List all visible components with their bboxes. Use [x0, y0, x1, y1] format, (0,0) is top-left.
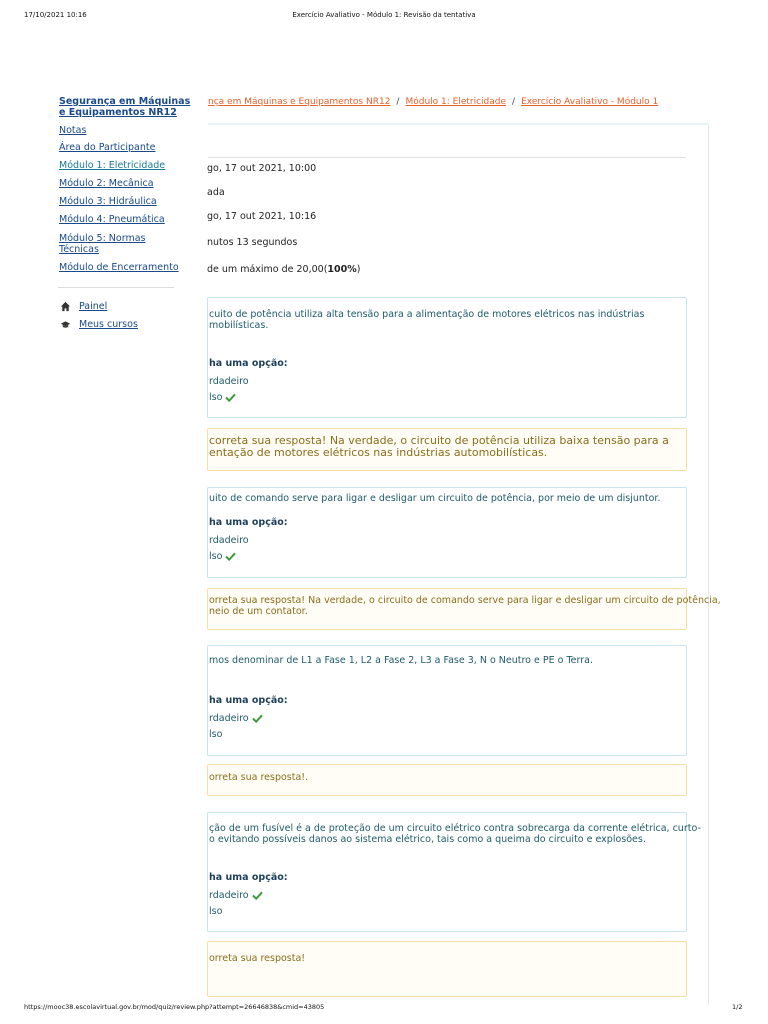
question-3-option-false[interactable] [209, 729, 222, 740]
question-2-feedback-line1: orreta sua resposta! Na verdade, o circuito de comando serve para ligar e desligar um circuito de potência, [209, 595, 721, 606]
question-4-feedback: orreta sua resposta! [209, 953, 306, 964]
question-1-option-false[interactable] [209, 392, 236, 403]
sidebar-divider [58, 287, 174, 288]
question-4-text [209, 824, 701, 845]
breadcrumb [208, 97, 658, 107]
question-4-feedback-box [207, 941, 687, 997]
breadcrumb-module[interactable]: Módulo 1: Eletricidade [405, 97, 507, 107]
summary-state: ada [207, 187, 225, 198]
question-1-feedback-line1: correta sua resposta! Na verdade, o circuito de potência utiliza baixa tensão para a [209, 434, 669, 447]
option-label: rdadeiro [209, 376, 249, 387]
question-4-option-true[interactable] [209, 890, 263, 901]
option-label: rdadeiro [209, 535, 249, 546]
check-icon [252, 891, 263, 900]
sidebar-item-modulo-5-line2: Técnicas [59, 244, 99, 255]
question-2-feedback-line2: neio de um contator. [209, 606, 308, 617]
question-1-feedback-line2: entação de motores elétricos nas indústrias automobilísticas. [209, 446, 548, 459]
option-label: lso [209, 729, 223, 740]
sidebar-item-notas[interactable]: Notas [59, 125, 87, 136]
check-icon [225, 552, 236, 561]
question-2-text: uito de comando serve para ligar e desligar um circuito de potência, por meio de um disjuntor. [209, 493, 661, 504]
question-1-prompt: ha uma opção: [209, 358, 288, 369]
question-1-text-line2: mobilísticas. [209, 319, 269, 331]
question-4-option-false[interactable] [209, 906, 222, 917]
grade-suffix: ) [356, 264, 361, 275]
sidebar-item-modulo-4[interactable]: Módulo 4: Pneumática [59, 214, 165, 225]
breadcrumb-quiz[interactable]: Exercício Avaliativo - Módulo 1 [521, 97, 659, 107]
question-2-feedback [209, 595, 721, 617]
option-label: rdadeiro [209, 890, 249, 901]
breadcrumb-separator: / [396, 97, 400, 107]
question-1-option-true[interactable] [209, 376, 249, 387]
breadcrumb-course[interactable]: nça em Máquinas e Equipamentos NR12 [208, 97, 391, 107]
sidebar-item-modulo-5[interactable] [59, 233, 145, 255]
option-label: lso [209, 392, 223, 403]
nav-painel[interactable] [60, 301, 107, 312]
question-4-prompt: ha uma opção: [209, 872, 288, 883]
option-label: lso [209, 906, 223, 917]
print-url: https://mooc38.escolavirtual.gov.br/mod/quiz/review.php?attempt=26646838&cmid=43805 [24, 1003, 325, 1011]
course-title-line1: Segurança em Máquinas [59, 96, 191, 107]
nav-meus-cursos[interactable] [60, 319, 138, 330]
print-title: Exercício Avaliativo - Módulo 1: Revisão da tentativa [292, 11, 476, 19]
summary-completed: go, 17 out 2021, 10:16 [207, 211, 317, 222]
sidebar-item-modulo-2[interactable]: Módulo 2: Mecânica [59, 178, 154, 189]
question-4-text-line2: o evitando possíveis danos ao sistema elétrico, tais como a queima do circuito e explosões. [209, 833, 646, 845]
question-2-option-false[interactable] [209, 551, 236, 562]
question-3-feedback: orreta sua resposta!. [209, 772, 309, 783]
check-icon [225, 393, 236, 402]
check-icon [252, 714, 263, 723]
question-2-prompt: ha uma opção: [209, 517, 288, 528]
nav-meus-cursos-label: Meus cursos [79, 319, 138, 330]
summary-time-taken: nutos 13 segundos [207, 237, 298, 248]
grade-percent: 100% [327, 264, 357, 275]
course-title-link[interactable] [59, 96, 190, 118]
question-3-prompt: ha uma opção: [209, 695, 288, 706]
sidebar-item-modulo-3[interactable]: Módulo 3: Hidráulica [59, 196, 157, 207]
home-icon [60, 301, 71, 312]
course-title-line2: e Equipamentos NR12 [59, 107, 177, 118]
main-right-border [708, 125, 709, 1005]
question-1-text-line1: cuito de potência utiliza alta tensão para a alimentação de motores elétricos nas indústrias [209, 309, 645, 320]
breadcrumb-separator: / [512, 97, 516, 107]
graduation-cap-icon [60, 319, 71, 330]
summary-grade [207, 264, 361, 275]
question-3-option-true[interactable] [209, 713, 263, 724]
grade-prefix: de um máximo de 20,00( [207, 264, 328, 275]
question-1-text [209, 310, 644, 331]
main-top-border [208, 123, 708, 125]
summary-started: go, 17 out 2021, 10:00 [207, 163, 317, 174]
sidebar-item-area-participante[interactable]: Área do Participante [59, 142, 156, 153]
print-page-number: 1/2 [732, 1003, 743, 1011]
question-2-option-true[interactable] [209, 535, 249, 546]
sidebar-item-encerramento[interactable]: Módulo de Encerramento [59, 262, 179, 273]
question-3-text: mos denominar de L1 a Fase 1, L2 a Fase 2, L3 a Fase 3, N o Neutro e PE o Terra. [209, 655, 593, 666]
option-label: rdadeiro [209, 713, 249, 724]
print-datetime: 17/10/2021 10:16 [24, 11, 87, 19]
option-label: lso [209, 551, 223, 562]
summary-divider [208, 157, 686, 158]
question-1-feedback [209, 435, 669, 459]
sidebar-item-modulo-5-line1: Módulo 5: Normas [59, 233, 146, 244]
sidebar-item-modulo-1[interactable]: Módulo 1: Eletricidade [59, 160, 166, 171]
question-4-text-line1: ção de um fusível é a de proteção de um circuito elétrico contra sobrecarga da corrente elétrica, curto- [209, 823, 701, 834]
nav-painel-label: Painel [79, 301, 108, 312]
